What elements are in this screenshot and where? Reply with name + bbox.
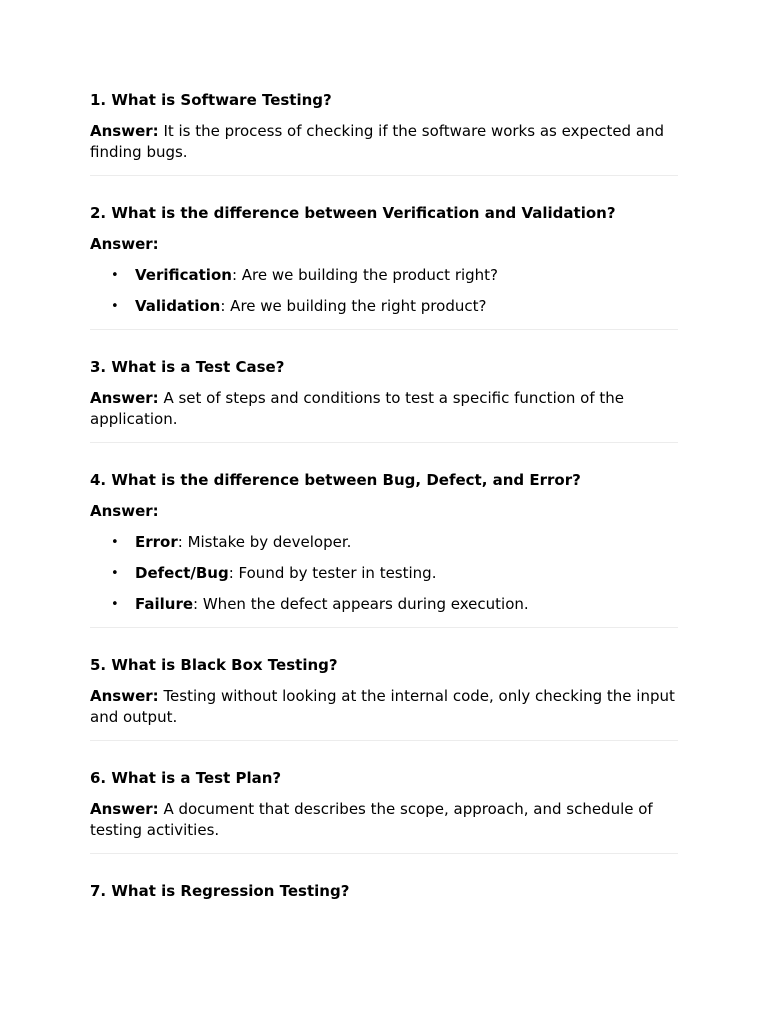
answer-label: Answer: xyxy=(90,687,159,705)
answer-text: It is the process of checking if the software works as expected and finding bugs. xyxy=(90,122,665,161)
qa-item xyxy=(90,357,678,443)
qa-item xyxy=(90,655,678,741)
qa-item xyxy=(90,203,678,330)
bullet-term: Validation xyxy=(135,297,221,315)
question-heading: 5. What is Black Box Testing? xyxy=(90,656,338,674)
answer-text: Testing without looking at the internal code, only checking the input and output. xyxy=(90,687,675,726)
answer-paragraph xyxy=(90,501,678,522)
answer-label: Answer: xyxy=(90,800,159,818)
bullet-term: Defect/Bug xyxy=(135,564,229,582)
question-heading: 3. What is a Test Case? xyxy=(90,358,285,376)
answer-paragraph xyxy=(90,388,678,430)
answer-text: A document that describes the scope, approach, and schedule of testing activities. xyxy=(90,800,653,839)
bullet-item xyxy=(90,563,678,584)
bullet-term: Error xyxy=(135,533,178,551)
qa-item xyxy=(90,470,678,628)
answer-paragraph xyxy=(90,121,678,163)
bullet-text: : When the defect appears during execution. xyxy=(193,595,529,613)
answer-text: A set of steps and conditions to test a specific function of the application. xyxy=(90,389,625,428)
qa-item xyxy=(90,90,678,176)
bullet-text: : Found by tester in testing. xyxy=(228,564,437,582)
bullet-text: : Are we building the product right? xyxy=(231,266,499,284)
answer-label: Answer: xyxy=(90,502,159,520)
bullet-icon: • xyxy=(111,535,119,550)
bullet-text: : Mistake by developer. xyxy=(177,533,352,551)
answer-paragraph xyxy=(90,686,678,728)
bullet-icon: • xyxy=(111,597,119,612)
qa-item xyxy=(90,881,678,924)
answer-paragraph xyxy=(90,234,678,255)
answer-paragraph xyxy=(90,799,678,841)
bullet-icon: • xyxy=(111,299,119,314)
bullet-icon: • xyxy=(111,566,119,581)
question-heading: 2. What is the difference between Verification and Validation? xyxy=(90,204,616,222)
qa-item xyxy=(90,768,678,854)
bullet-term: Verification xyxy=(135,266,232,284)
bullet-item xyxy=(90,265,678,286)
bullet-text: : Are we building the right product? xyxy=(220,297,487,315)
answer-label: Answer: xyxy=(90,235,159,253)
question-heading: 1. What is Software Testing? xyxy=(90,91,332,109)
answer-bullet-list xyxy=(90,532,678,615)
answer-bullet-list xyxy=(90,265,678,317)
bullet-item xyxy=(90,296,678,317)
bullet-item xyxy=(90,594,678,615)
question-heading: 4. What is the difference between Bug, Defect, and Error? xyxy=(90,471,581,489)
question-heading: 7. What is Regression Testing? xyxy=(90,882,350,900)
bullet-item xyxy=(90,532,678,553)
answer-label: Answer: xyxy=(90,122,159,140)
bullet-term: Failure xyxy=(135,595,194,613)
bullet-icon: • xyxy=(111,268,119,283)
question-heading: 6. What is a Test Plan? xyxy=(90,769,282,787)
answer-label: Answer: xyxy=(90,389,159,407)
